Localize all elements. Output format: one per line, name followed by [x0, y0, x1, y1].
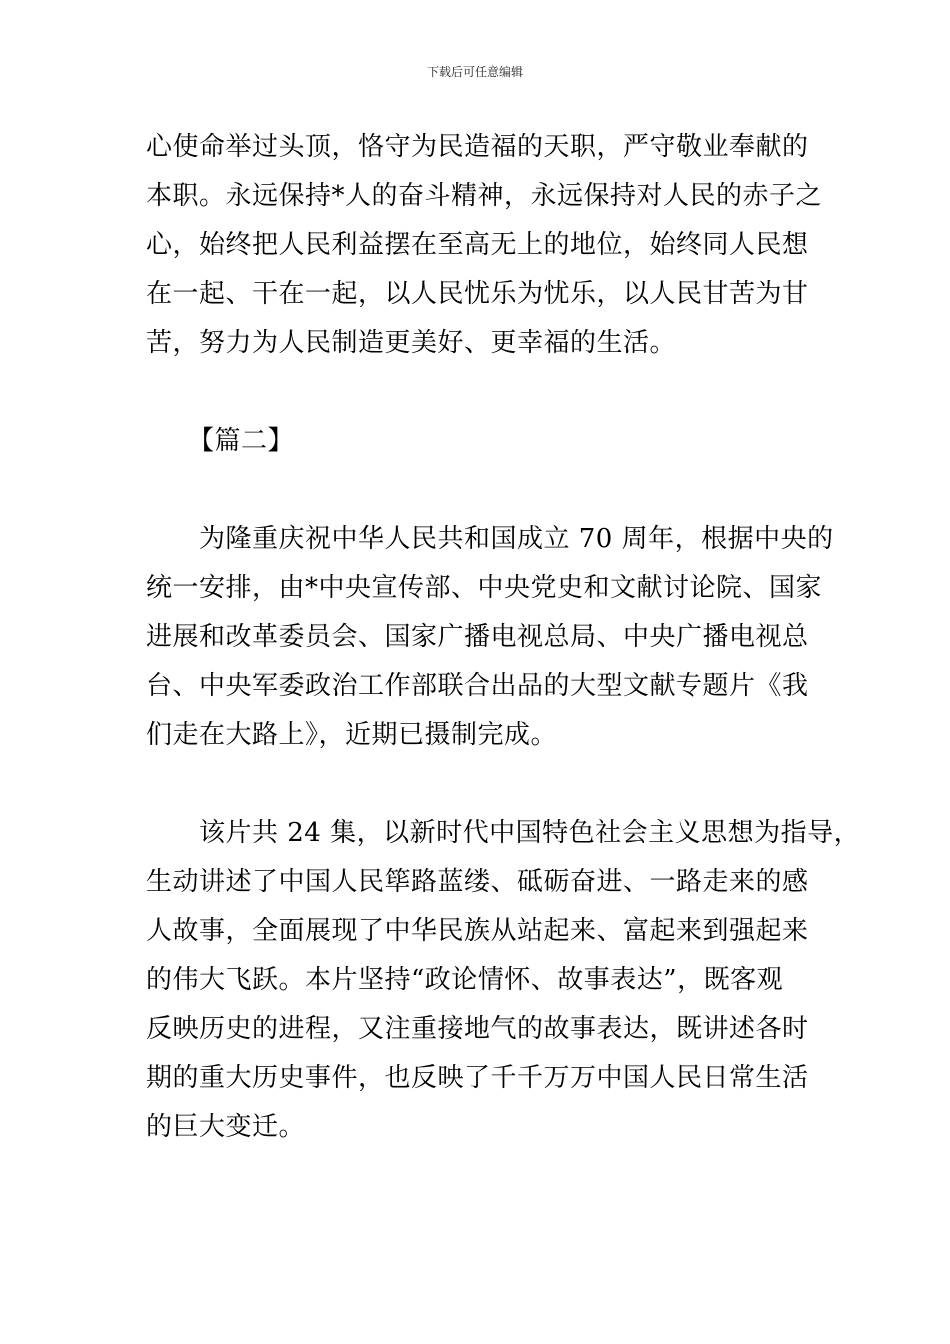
paragraph-gap [146, 368, 810, 417]
text-line: 的伟大飞跃。本片坚持“政论情怀、故事表达”，既客观 [146, 965, 784, 995]
paragraph-gap [146, 466, 810, 515]
document-body [146, 123, 861, 1152]
text-line: 反映历史的进程，又注重接地气的故事表达，既讲述各时 [146, 1014, 809, 1044]
text-line: 台、中央军委政治工作部联合出品的大型文献专题片《我 [146, 671, 809, 701]
text-line: 苦，努力为人民制造更美好、更幸福的生活。 [146, 328, 677, 358]
section-title: 【篇二】 [188, 426, 295, 456]
text-line: 期的重大历史事件，也反映了千千万万中国人民日常生活 [146, 1063, 809, 1093]
text-line: 本职。永远保持*人的奋斗精神，永远保持对人民的赤子之 [146, 181, 823, 211]
text-line: 统一安排，由*中央宣传部、中央党史和文献讨论院、国家 [146, 573, 823, 603]
paragraph-3 [146, 809, 861, 1152]
text-line: 的巨大变迁。 [146, 1112, 306, 1142]
text-line: 进展和改革委员会、国家广播电视总局、中央广播电视总 [146, 622, 809, 652]
text-line: 心使命举过头顶，恪守为民造福的天职，严守敬业奉献的 [146, 132, 809, 162]
text-line: 该片共 24 集，以新时代中国特色社会主义思想为指导， [146, 818, 861, 848]
text-line: 生动讲述了中国人民筚路蓝缕、砥砺奋进、一路走来的感 [146, 867, 809, 897]
page-header: 下载后可任意编辑 [426, 65, 523, 79]
text-line: 心，始终把人民利益摆在至高无上的地位，始终同人民想 [146, 230, 809, 260]
paragraph-2 [146, 515, 834, 760]
paragraph-1 [146, 123, 823, 368]
text-line: 为隆重庆祝中华人民共和国成立 70 周年，根据中央的 [146, 524, 834, 554]
text-line: 人故事，全面展现了中华民族从站起来、富起来到强起来 [146, 916, 809, 946]
paragraph-gap [146, 760, 810, 809]
text-line: 们走在大路上》，近期已摄制完成。 [146, 720, 558, 750]
text-line: 在一起、干在一起，以人民忧乐为忧乐，以人民甘苦为甘 [146, 279, 809, 309]
